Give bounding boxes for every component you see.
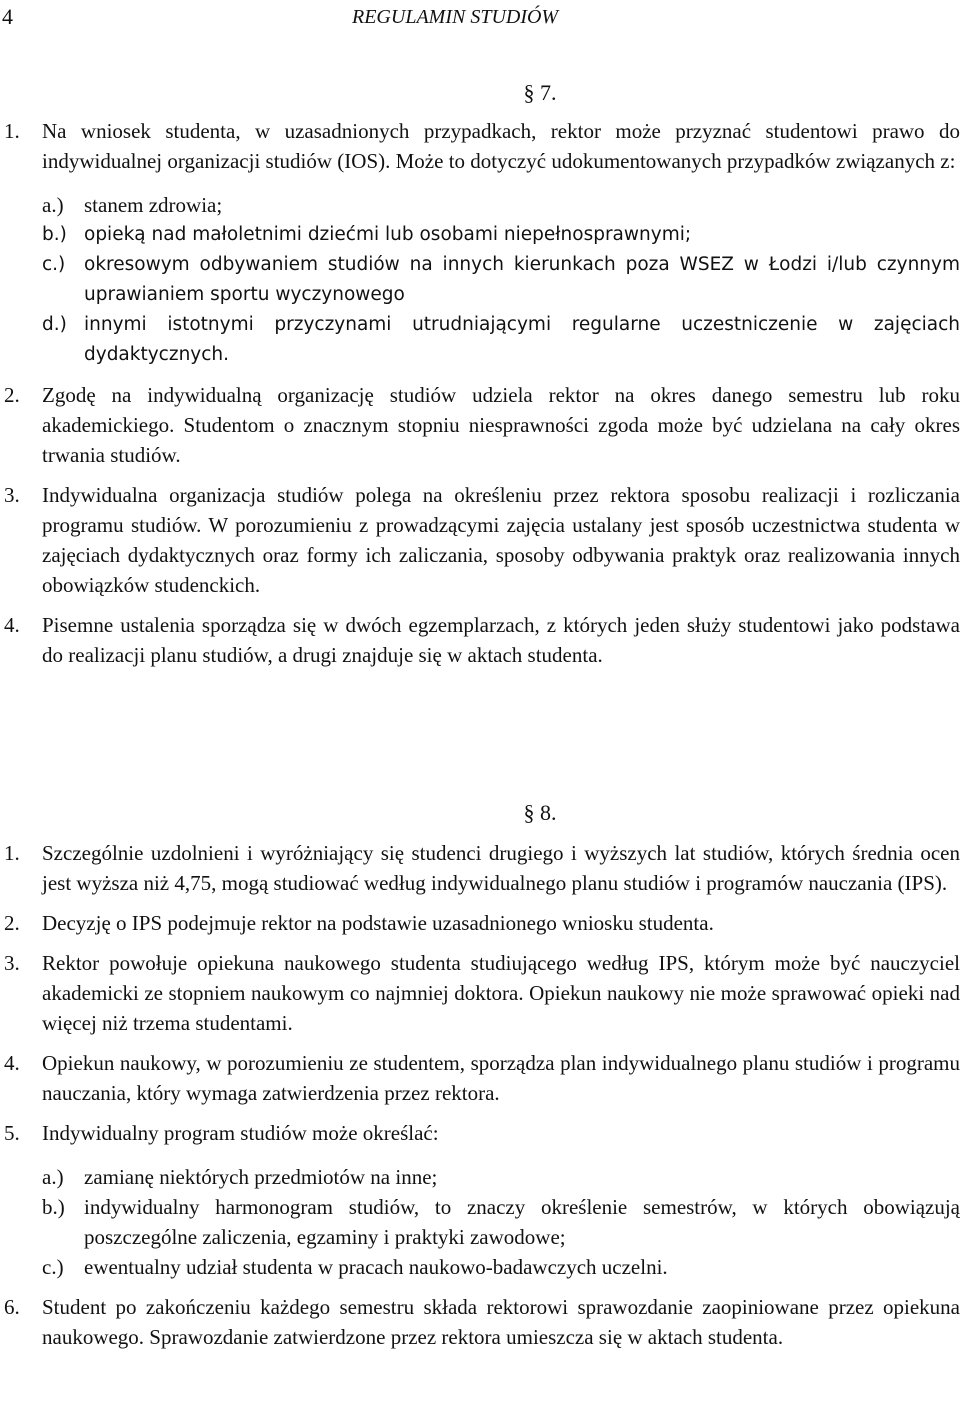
subitem-label: c.)	[42, 254, 66, 275]
item-number: 3.	[4, 483, 20, 507]
subitem-text: indywidualny harmonogram studiów, to znaczy określenie semestrów, w których obowiązują poszczególne zaliczenia, egzaminy i praktyki zawodowe;	[84, 1195, 960, 1249]
item-number: 3.	[4, 951, 20, 975]
item-text: Opiekun naukowy, w porozumieniu ze studentem, sporządza plan indywidualnego planu studiów i programu nauczania, który wymaga zatwierdzenia przez rektora.	[42, 1051, 960, 1105]
item-number: 5.	[4, 1121, 20, 1145]
item-number: 6.	[4, 1295, 20, 1319]
item-text: Pisemne ustalenia sporządza się w dwóch egzemplarzach, z których jeden służy studentowi jako podstawa do realizacji planu studiów, a drugi znajduje się w aktach studenta.	[42, 613, 960, 667]
item-text: Zgodę na indywidualną organizację studiów udziela rektor na okres danego semestru lub roku akademickiego. Studentom o znacznym stopniu niesprawności zgoda może być udzielana na cały okres trwania studiów.	[42, 383, 960, 467]
subitem-text: okresowym odbywaniem studiów na innych kierunkach poza WSEZ w Łodzi i/lub czynnym uprawianiem sportu wyczynowego	[84, 254, 960, 305]
subitem-label: d.)	[42, 314, 67, 335]
section-8-item-5	[0, 1118, 960, 1148]
item-number: 4.	[4, 613, 20, 637]
section-8-subitems	[0, 1162, 960, 1282]
section-7-item-4	[0, 610, 960, 670]
section-8-content	[0, 838, 960, 1352]
subitem-text: zamianę niektórych przedmiotów na inne;	[84, 1165, 438, 1189]
item-text: Indywidualna organizacja studiów polega na określeniu przez rektora sposobu realizacji i rozliczania programu studiów. W porozumieniu z prowadzącymi zajęcia ustalany jest sposób uczestnictwa studenta w zajęciach dydaktycznych oraz formy ich zaliczania, sposoby odbywania praktyk oraz realizowania innych obowiązków studenckich.	[42, 483, 960, 597]
item-text: Student po zakończeniu każdego semestru składa rektorowi sprawozdanie zaopiniowane przez opiekuna naukowego. Sprawozdanie zatwierdzone przez rektora umieszcza się w aktach studenta.	[42, 1295, 960, 1349]
subitem-b	[0, 220, 960, 250]
section-8-item-3	[0, 948, 960, 1038]
item-text: Szczególnie uzdolnieni i wyróżniający się studenci drugiego i wyższych lat studiów, których średnia ocen jest wyższa niż 4,75, mogą studiować według indywidualnego planu studiów i programów nauczania (IPS).	[42, 841, 960, 895]
section-7-heading: § 7.	[523, 80, 557, 105]
subitem-label: a.)	[42, 1165, 64, 1189]
subitem-a	[0, 1162, 960, 1192]
item-number: 2.	[4, 383, 20, 407]
page-number: 4	[2, 4, 13, 29]
item-number: 1.	[4, 119, 20, 143]
section-8-item-2	[0, 908, 960, 938]
item-text: Indywidualny program studiów może określać:	[42, 1121, 439, 1145]
subitem-text: innymi istotnymi przyczynami utrudniającymi regularne uczestniczenie w zajęciach dydaktycznych.	[84, 314, 960, 365]
subitem-c	[0, 250, 960, 310]
item-text: Na wniosek studenta, w uzasadnionych przypadkach, rektor może przyznać studentowi prawo do indywidualnej organizacji studiów (IOS). Może to dotyczyć udokumentowanych przypadków związanych z:	[42, 119, 960, 173]
section-7-item-1	[0, 116, 960, 176]
section-8-item-4	[0, 1048, 960, 1108]
section-7-content	[0, 116, 960, 670]
subitem-text: ewentualny udział studenta w pracach naukowo-badawczych uczelni.	[84, 1255, 668, 1279]
subitem-text: stanem zdrowia;	[84, 193, 223, 217]
subitem-label: b.)	[42, 1195, 65, 1219]
item-text: Decyzję o IPS podejmuje rektor na podstawie uzasadnionego wniosku studenta.	[42, 911, 714, 935]
subitem-b	[0, 1192, 960, 1252]
item-text: Rektor powołuje opiekuna naukowego studenta studiującego według IPS, którym może być nauczyciel akademicki ze stopniem naukowym co najmniej doktora. Opiekun naukowy nie może sprawować opieki nad więcej niż trzema studentami.	[42, 951, 960, 1035]
subitem-label: b.)	[42, 224, 67, 245]
item-number: 4.	[4, 1051, 20, 1075]
section-7-subitems	[0, 190, 960, 370]
subitem-label: c.)	[42, 1255, 64, 1279]
item-number: 1.	[4, 841, 20, 865]
section-8-item-1	[0, 838, 960, 898]
page-header	[0, 0, 960, 32]
subitem-a	[0, 190, 960, 220]
item-number: 2.	[4, 911, 20, 935]
subitem-d	[0, 310, 960, 370]
section-7-item-2	[0, 380, 960, 470]
section-7-item-3	[0, 480, 960, 600]
subitem-c	[0, 1252, 960, 1282]
section-8-item-6	[0, 1292, 960, 1352]
running-title: REGULAMIN STUDIÓW	[352, 6, 559, 28]
section-8-heading: § 8.	[523, 800, 557, 825]
subitem-text: opieką nad małoletnimi dziećmi lub osobami niepełnosprawnymi;	[84, 224, 692, 245]
subitem-label: a.)	[42, 193, 64, 217]
